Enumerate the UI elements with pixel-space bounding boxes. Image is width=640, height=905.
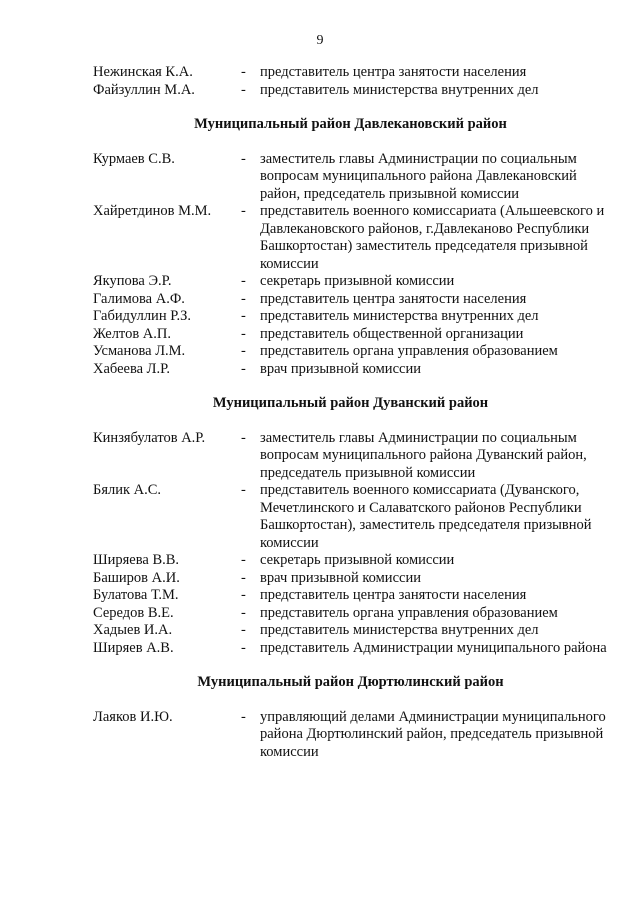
member-role: представитель общественной организации: [260, 325, 524, 342]
member-row: [93, 151, 608, 204]
member-role: представитель органа управления образованием: [260, 343, 558, 359]
member-role: представитель министерства внутренних дел: [260, 308, 539, 324]
member-role: представитель министерства внутренних дел: [260, 81, 539, 98]
member-name: Хайретдинов М.М.: [93, 203, 212, 219]
member-name: Хадыев И.А.: [93, 622, 173, 638]
member-role: представитель военного комиссариата (Альшеевского и Давлекановского районов, г.Давлеканово Республики Башкортостан) заместитель председателя призывной комиссии: [260, 203, 605, 272]
member-role: представитель центра занятости населения: [260, 290, 527, 307]
member-role: представитель военного комиссариата (Дуванского, Мечетлинского и Салаватского районов Республики Башкортостан), заместитель председателя призывной комиссии: [260, 482, 592, 551]
member-role: представитель центра занятости населения: [260, 64, 527, 80]
member-row: [93, 587, 608, 605]
dash: -: [241, 360, 246, 377]
member-row: [93, 273, 608, 291]
member-row: [93, 605, 608, 623]
member-name: Лаяков И.Ю.: [93, 708, 173, 725]
member-row: [93, 326, 608, 344]
member-row: [93, 361, 608, 379]
section-davlekanovsky: [93, 116, 608, 378]
dash: -: [241, 64, 246, 80]
member-role: заместитель главы Администрации по социальным вопросам муниципального района Давлекановский район, председатель призывной комиссии: [260, 150, 577, 202]
member-name: Файзуллин М.А.: [93, 81, 195, 98]
section-continuation: [93, 64, 608, 99]
member-name: Желтов А.П.: [93, 325, 171, 342]
member-row: [93, 308, 608, 326]
member-row: [93, 430, 608, 483]
section-heading: Муниципальный район Дуванский район: [212, 395, 489, 411]
section-dyurtyulinsky: [93, 674, 608, 761]
member-name: Кинзябулатов А.Р.: [93, 429, 206, 446]
member-name: Усманова Л.М.: [93, 343, 186, 359]
member-name: Нежинская К.А.: [93, 64, 193, 80]
dash: -: [241, 552, 246, 568]
dash: -: [241, 308, 246, 324]
dash: -: [241, 569, 246, 586]
dash: -: [241, 429, 246, 446]
member-role: заместитель главы Администрации по социальным вопросам муниципального района Дуванский район, председатель призывной комиссии: [260, 429, 587, 481]
member-role: секретарь призывной комиссии: [260, 552, 455, 568]
dash: -: [241, 203, 246, 219]
section-duvansky: [93, 395, 608, 657]
member-role: врач призывной комиссии: [260, 360, 421, 377]
member-row: [93, 482, 608, 552]
member-role: врач призывной комиссии: [260, 569, 421, 586]
member-name: Ширяев А.В.: [93, 639, 174, 656]
dash: -: [241, 622, 246, 638]
member-row: [93, 203, 608, 273]
dash: -: [241, 150, 246, 167]
member-row: [93, 622, 608, 640]
member-name: Габидуллин Р.З.: [93, 308, 191, 324]
dash: -: [241, 343, 246, 359]
member-row: [93, 82, 608, 100]
member-name: Ширяева В.В.: [93, 552, 180, 568]
member-name: Баширов А.И.: [93, 569, 180, 586]
member-row: [93, 570, 608, 588]
dash: -: [241, 708, 246, 725]
member-row: [93, 640, 608, 658]
member-row: [93, 64, 608, 82]
dash: -: [241, 290, 246, 307]
member-role: представитель министерства внутренних дел: [260, 622, 539, 638]
section-heading: Муниципальный район Давлекановский район: [194, 116, 507, 132]
dash: -: [241, 273, 246, 289]
member-row: [93, 343, 608, 361]
member-name: Якупова Э.Р.: [93, 273, 172, 289]
member-name: Курмаев С.В.: [93, 150, 175, 167]
member-name: Бялик А.С.: [93, 482, 162, 498]
member-row: [93, 709, 608, 762]
commission-list: [93, 64, 608, 761]
member-name: Хабеева Л.Р.: [93, 360, 171, 377]
member-role: представитель органа управления образованием: [260, 604, 558, 621]
dash: -: [241, 482, 246, 498]
dash: -: [241, 81, 246, 98]
member-name: Галимова А.Ф.: [93, 290, 185, 307]
member-name: Середов В.Е.: [93, 604, 174, 621]
member-row: [93, 291, 608, 309]
dash: -: [241, 604, 246, 621]
page-number: 9: [316, 33, 324, 48]
dash: -: [241, 587, 246, 603]
member-role: управляющий делами Администрации муниципального района Дюртюлинский район, председатель призывной комиссии: [260, 708, 606, 760]
member-role: секретарь призывной комиссии: [260, 273, 455, 289]
dash: -: [241, 639, 246, 656]
section-heading: Муниципальный район Дюртюлинский район: [197, 674, 504, 690]
dash: -: [241, 325, 246, 342]
member-name: Булатова Т.М.: [93, 587, 179, 603]
member-role: представитель центра занятости населения: [260, 587, 527, 603]
member-row: [93, 552, 608, 570]
member-role: представитель Администрации муниципального района: [260, 639, 607, 656]
